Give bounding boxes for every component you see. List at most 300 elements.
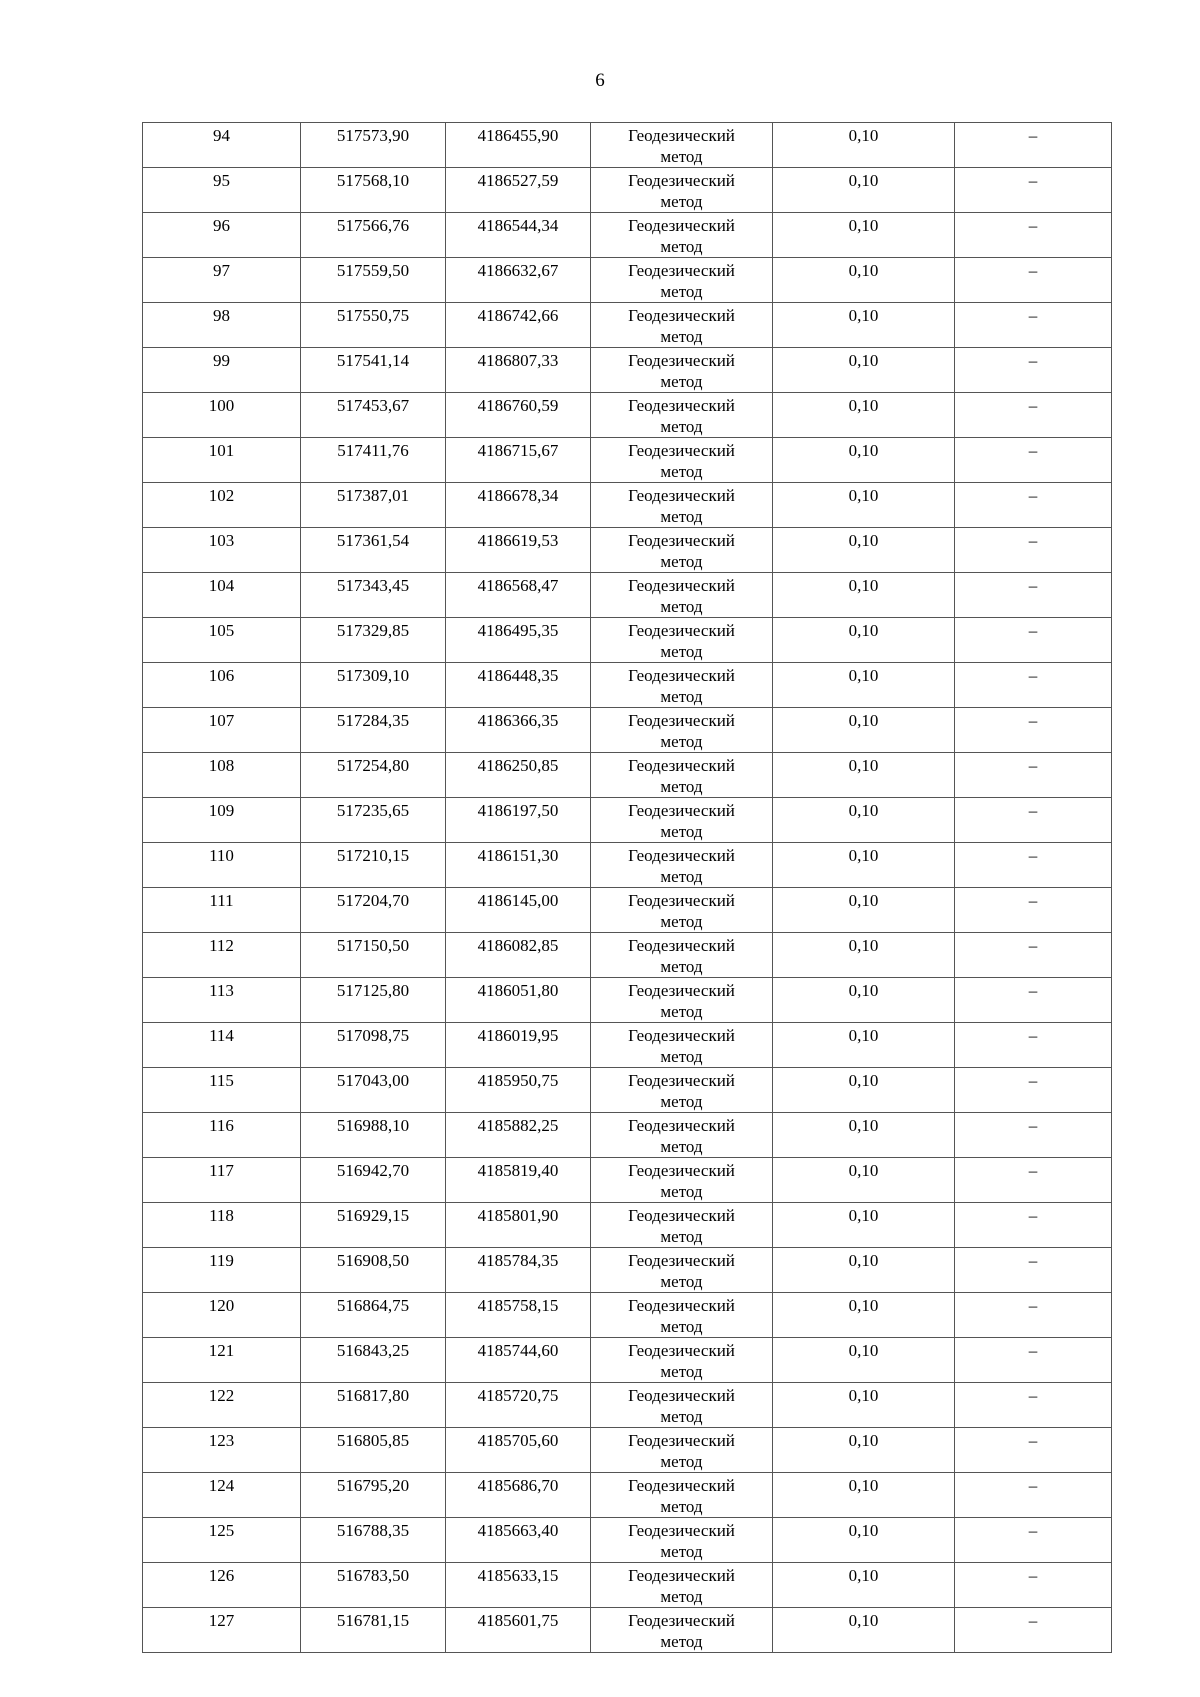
method-cell xyxy=(591,978,773,1023)
point-number-cell: 111 xyxy=(143,888,301,933)
method-cell xyxy=(591,348,773,393)
x-coordinate-cell: 517541,14 xyxy=(301,348,446,393)
method-line: метод xyxy=(660,1452,703,1471)
method-line: Геодезический xyxy=(628,216,735,235)
y-coordinate-cell: 4185882,25 xyxy=(446,1113,591,1158)
method-cell xyxy=(591,393,773,438)
accuracy-cell: 0,10 xyxy=(773,798,955,843)
accuracy-cell: 0,10 xyxy=(773,978,955,1023)
x-coordinate-cell: 516942,70 xyxy=(301,1158,446,1203)
accuracy-cell: 0,10 xyxy=(773,1068,955,1113)
accuracy-cell: 0,10 xyxy=(773,123,955,168)
point-number-cell: 100 xyxy=(143,393,301,438)
description-cell: – xyxy=(955,753,1112,798)
method-line: метод xyxy=(660,1182,703,1201)
description-cell: – xyxy=(955,708,1112,753)
point-number-cell: 115 xyxy=(143,1068,301,1113)
method-cell xyxy=(591,1518,773,1563)
y-coordinate-cell: 4185663,40 xyxy=(446,1518,591,1563)
table-row xyxy=(143,798,1112,843)
method-cell xyxy=(591,798,773,843)
y-coordinate-cell: 4185801,90 xyxy=(446,1203,591,1248)
x-coordinate-cell: 517125,80 xyxy=(301,978,446,1023)
description-cell: – xyxy=(955,573,1112,618)
method-cell xyxy=(591,123,773,168)
point-number-cell: 109 xyxy=(143,798,301,843)
y-coordinate-cell: 4185601,75 xyxy=(446,1608,591,1653)
accuracy-cell: 0,10 xyxy=(773,618,955,663)
method-line: метод xyxy=(660,1002,703,1021)
x-coordinate-cell: 516864,75 xyxy=(301,1293,446,1338)
method-line: метод xyxy=(660,642,703,661)
method-line: метод xyxy=(660,372,703,391)
method-line: метод xyxy=(660,327,703,346)
method-line: Геодезический xyxy=(628,261,735,280)
method-line: метод xyxy=(660,1272,703,1291)
method-line: Геодезический xyxy=(628,486,735,505)
description-cell: – xyxy=(955,393,1112,438)
table-row xyxy=(143,303,1112,348)
table-row xyxy=(143,168,1112,213)
point-number-cell: 116 xyxy=(143,1113,301,1158)
method-cell xyxy=(591,1563,773,1608)
x-coordinate-cell: 517254,80 xyxy=(301,753,446,798)
point-number-cell: 113 xyxy=(143,978,301,1023)
point-number-cell: 102 xyxy=(143,483,301,528)
x-coordinate-cell: 516795,20 xyxy=(301,1473,446,1518)
x-coordinate-cell: 517204,70 xyxy=(301,888,446,933)
y-coordinate-cell: 4185758,15 xyxy=(446,1293,591,1338)
accuracy-cell: 0,10 xyxy=(773,1563,955,1608)
method-line: метод xyxy=(660,867,703,886)
description-cell: – xyxy=(955,168,1112,213)
method-line: Геодезический xyxy=(628,1476,735,1495)
method-line: метод xyxy=(660,417,703,436)
point-number-cell: 121 xyxy=(143,1338,301,1383)
description-cell: – xyxy=(955,1383,1112,1428)
method-cell xyxy=(591,618,773,663)
description-cell: – xyxy=(955,213,1112,258)
method-line: Геодезический xyxy=(628,531,735,550)
accuracy-cell: 0,10 xyxy=(773,1158,955,1203)
x-coordinate-cell: 517235,65 xyxy=(301,798,446,843)
table-row xyxy=(143,348,1112,393)
x-coordinate-cell: 517568,10 xyxy=(301,168,446,213)
y-coordinate-cell: 4186527,59 xyxy=(446,168,591,213)
table-row xyxy=(143,933,1112,978)
method-line: Геодезический xyxy=(628,666,735,685)
description-cell: – xyxy=(955,1473,1112,1518)
method-cell xyxy=(591,528,773,573)
method-cell xyxy=(591,1158,773,1203)
y-coordinate-cell: 4186145,00 xyxy=(446,888,591,933)
coordinates-table xyxy=(142,122,1112,1653)
y-coordinate-cell: 4186760,59 xyxy=(446,393,591,438)
description-cell: – xyxy=(955,528,1112,573)
x-coordinate-cell: 517550,75 xyxy=(301,303,446,348)
point-number-cell: 108 xyxy=(143,753,301,798)
y-coordinate-cell: 4186544,34 xyxy=(446,213,591,258)
page-number: 6 xyxy=(595,70,605,91)
method-line: метод xyxy=(660,597,703,616)
y-coordinate-cell: 4185819,40 xyxy=(446,1158,591,1203)
description-cell: – xyxy=(955,1293,1112,1338)
description-cell: – xyxy=(955,663,1112,708)
method-cell xyxy=(591,573,773,618)
accuracy-cell: 0,10 xyxy=(773,1338,955,1383)
method-line: метод xyxy=(660,912,703,931)
point-number-cell: 112 xyxy=(143,933,301,978)
table-row xyxy=(143,1518,1112,1563)
method-cell xyxy=(591,1248,773,1293)
x-coordinate-cell: 517453,67 xyxy=(301,393,446,438)
x-coordinate-cell: 516817,80 xyxy=(301,1383,446,1428)
method-cell xyxy=(591,1113,773,1158)
method-cell xyxy=(591,213,773,258)
table-row xyxy=(143,978,1112,1023)
table-row xyxy=(143,1023,1112,1068)
table-row xyxy=(143,1158,1112,1203)
y-coordinate-cell: 4186019,95 xyxy=(446,1023,591,1068)
y-coordinate-cell: 4186455,90 xyxy=(446,123,591,168)
accuracy-cell: 0,10 xyxy=(773,933,955,978)
y-coordinate-cell: 4186715,67 xyxy=(446,438,591,483)
method-line: метод xyxy=(660,552,703,571)
accuracy-cell: 0,10 xyxy=(773,1023,955,1068)
description-cell: – xyxy=(955,978,1112,1023)
point-number-cell: 96 xyxy=(143,213,301,258)
table-row xyxy=(143,843,1112,888)
y-coordinate-cell: 4186082,85 xyxy=(446,933,591,978)
method-cell xyxy=(591,438,773,483)
description-cell: – xyxy=(955,933,1112,978)
y-coordinate-cell: 4186197,50 xyxy=(446,798,591,843)
method-line: метод xyxy=(660,1407,703,1426)
accuracy-cell: 0,10 xyxy=(773,528,955,573)
method-line: метод xyxy=(660,1137,703,1156)
x-coordinate-cell: 516988,10 xyxy=(301,1113,446,1158)
method-cell xyxy=(591,843,773,888)
description-cell: – xyxy=(955,798,1112,843)
point-number-cell: 114 xyxy=(143,1023,301,1068)
accuracy-cell: 0,10 xyxy=(773,213,955,258)
x-coordinate-cell: 517573,90 xyxy=(301,123,446,168)
description-cell: – xyxy=(955,1518,1112,1563)
table-row xyxy=(143,1113,1112,1158)
point-number-cell: 120 xyxy=(143,1293,301,1338)
method-line: Геодезический xyxy=(628,1611,735,1630)
description-cell: – xyxy=(955,1203,1112,1248)
accuracy-cell: 0,10 xyxy=(773,1248,955,1293)
accuracy-cell: 0,10 xyxy=(773,708,955,753)
method-line: метод xyxy=(660,1362,703,1381)
point-number-cell: 117 xyxy=(143,1158,301,1203)
y-coordinate-cell: 4185633,15 xyxy=(446,1563,591,1608)
table-row xyxy=(143,753,1112,798)
x-coordinate-cell: 516783,50 xyxy=(301,1563,446,1608)
x-coordinate-cell: 517210,15 xyxy=(301,843,446,888)
point-number-cell: 118 xyxy=(143,1203,301,1248)
method-cell xyxy=(591,1338,773,1383)
method-cell xyxy=(591,1608,773,1653)
method-line: Геодезический xyxy=(628,981,735,1000)
point-number-cell: 99 xyxy=(143,348,301,393)
table-row xyxy=(143,528,1112,573)
method-cell xyxy=(591,1473,773,1518)
method-line: Геодезический xyxy=(628,1071,735,1090)
table-row xyxy=(143,213,1112,258)
method-line: Геодезический xyxy=(628,441,735,460)
y-coordinate-cell: 4186807,33 xyxy=(446,348,591,393)
point-number-cell: 122 xyxy=(143,1383,301,1428)
accuracy-cell: 0,10 xyxy=(773,1473,955,1518)
method-line: Геодезический xyxy=(628,351,735,370)
table-row xyxy=(143,393,1112,438)
accuracy-cell: 0,10 xyxy=(773,1203,955,1248)
x-coordinate-cell: 517343,45 xyxy=(301,573,446,618)
description-cell: – xyxy=(955,1563,1112,1608)
point-number-cell: 110 xyxy=(143,843,301,888)
method-cell xyxy=(591,168,773,213)
method-line: Геодезический xyxy=(628,396,735,415)
accuracy-cell: 0,10 xyxy=(773,1383,955,1428)
method-cell xyxy=(591,303,773,348)
method-line: метод xyxy=(660,1587,703,1606)
point-number-cell: 101 xyxy=(143,438,301,483)
y-coordinate-cell: 4185744,60 xyxy=(446,1338,591,1383)
point-number-cell: 124 xyxy=(143,1473,301,1518)
accuracy-cell: 0,10 xyxy=(773,1608,955,1653)
point-number-cell: 125 xyxy=(143,1518,301,1563)
method-line: Геодезический xyxy=(628,1206,735,1225)
table-row xyxy=(143,483,1112,528)
accuracy-cell: 0,10 xyxy=(773,1113,955,1158)
point-number-cell: 127 xyxy=(143,1608,301,1653)
method-line: Геодезический xyxy=(628,621,735,640)
method-cell xyxy=(591,1293,773,1338)
table-row xyxy=(143,1293,1112,1338)
table-row xyxy=(143,1383,1112,1428)
table-row xyxy=(143,888,1112,933)
method-cell xyxy=(591,1383,773,1428)
y-coordinate-cell: 4185705,60 xyxy=(446,1428,591,1473)
method-line: Геодезический xyxy=(628,1161,735,1180)
method-line: метод xyxy=(660,192,703,211)
description-cell: – xyxy=(955,1608,1112,1653)
method-line: метод xyxy=(660,777,703,796)
table-row xyxy=(143,1428,1112,1473)
description-cell: – xyxy=(955,123,1112,168)
table-row xyxy=(143,1248,1112,1293)
table-row xyxy=(143,1563,1112,1608)
method-line: метод xyxy=(660,1092,703,1111)
method-line: метод xyxy=(660,1542,703,1561)
method-line: Геодезический xyxy=(628,1341,735,1360)
y-coordinate-cell: 4186366,35 xyxy=(446,708,591,753)
description-cell: – xyxy=(955,1428,1112,1473)
method-line: Геодезический xyxy=(628,936,735,955)
method-line: Геодезический xyxy=(628,1521,735,1540)
method-line: метод xyxy=(660,147,703,166)
description-cell: – xyxy=(955,888,1112,933)
accuracy-cell: 0,10 xyxy=(773,888,955,933)
method-cell xyxy=(591,1023,773,1068)
method-line: метод xyxy=(660,1047,703,1066)
x-coordinate-cell: 516788,35 xyxy=(301,1518,446,1563)
point-number-cell: 97 xyxy=(143,258,301,303)
method-line: Геодезический xyxy=(628,1026,735,1045)
y-coordinate-cell: 4185784,35 xyxy=(446,1248,591,1293)
x-coordinate-cell: 517284,35 xyxy=(301,708,446,753)
method-cell xyxy=(591,1068,773,1113)
method-cell xyxy=(591,1203,773,1248)
accuracy-cell: 0,10 xyxy=(773,1518,955,1563)
point-number-cell: 103 xyxy=(143,528,301,573)
point-number-cell: 95 xyxy=(143,168,301,213)
x-coordinate-cell: 516843,25 xyxy=(301,1338,446,1383)
method-cell xyxy=(591,663,773,708)
description-cell: – xyxy=(955,1158,1112,1203)
point-number-cell: 104 xyxy=(143,573,301,618)
method-line: Геодезический xyxy=(628,171,735,190)
description-cell: – xyxy=(955,1248,1112,1293)
x-coordinate-cell: 516908,50 xyxy=(301,1248,446,1293)
x-coordinate-cell: 517387,01 xyxy=(301,483,446,528)
method-line: Геодезический xyxy=(628,306,735,325)
table-row xyxy=(143,1608,1112,1653)
x-coordinate-cell: 517559,50 xyxy=(301,258,446,303)
x-coordinate-cell: 517411,76 xyxy=(301,438,446,483)
table-row xyxy=(143,663,1112,708)
x-coordinate-cell: 516929,15 xyxy=(301,1203,446,1248)
accuracy-cell: 0,10 xyxy=(773,663,955,708)
y-coordinate-cell: 4186448,35 xyxy=(446,663,591,708)
method-line: Геодезический xyxy=(628,1251,735,1270)
method-line: метод xyxy=(660,1497,703,1516)
method-line: метод xyxy=(660,282,703,301)
y-coordinate-cell: 4185950,75 xyxy=(446,1068,591,1113)
method-cell xyxy=(591,888,773,933)
x-coordinate-cell: 517043,00 xyxy=(301,1068,446,1113)
point-number-cell: 105 xyxy=(143,618,301,663)
method-line: Геодезический xyxy=(628,891,735,910)
point-number-cell: 94 xyxy=(143,123,301,168)
description-cell: – xyxy=(955,303,1112,348)
description-cell: – xyxy=(955,1113,1112,1158)
method-cell xyxy=(591,258,773,303)
method-line: метод xyxy=(660,507,703,526)
coordinates-table-body xyxy=(143,123,1112,1653)
table-row xyxy=(143,258,1112,303)
description-cell: – xyxy=(955,438,1112,483)
x-coordinate-cell: 517566,76 xyxy=(301,213,446,258)
method-line: метод xyxy=(660,1317,703,1336)
accuracy-cell: 0,10 xyxy=(773,168,955,213)
method-cell xyxy=(591,708,773,753)
table-row xyxy=(143,123,1112,168)
description-cell: – xyxy=(955,483,1112,528)
point-number-cell: 126 xyxy=(143,1563,301,1608)
method-line: Геодезический xyxy=(628,846,735,865)
method-line: метод xyxy=(660,1632,703,1651)
method-line: Геодезический xyxy=(628,711,735,730)
method-cell xyxy=(591,753,773,798)
accuracy-cell: 0,10 xyxy=(773,1293,955,1338)
y-coordinate-cell: 4185720,75 xyxy=(446,1383,591,1428)
y-coordinate-cell: 4186250,85 xyxy=(446,753,591,798)
accuracy-cell: 0,10 xyxy=(773,438,955,483)
x-coordinate-cell: 516805,85 xyxy=(301,1428,446,1473)
y-coordinate-cell: 4186632,67 xyxy=(446,258,591,303)
method-line: Геодезический xyxy=(628,1431,735,1450)
y-coordinate-cell: 4186678,34 xyxy=(446,483,591,528)
accuracy-cell: 0,10 xyxy=(773,303,955,348)
method-line: Геодезический xyxy=(628,756,735,775)
y-coordinate-cell: 4186619,53 xyxy=(446,528,591,573)
accuracy-cell: 0,10 xyxy=(773,348,955,393)
description-cell: – xyxy=(955,1068,1112,1113)
accuracy-cell: 0,10 xyxy=(773,843,955,888)
method-line: Геодезический xyxy=(628,801,735,820)
accuracy-cell: 0,10 xyxy=(773,483,955,528)
table-row xyxy=(143,618,1112,663)
method-line: метод xyxy=(660,237,703,256)
description-cell: – xyxy=(955,348,1112,393)
method-line: Геодезический xyxy=(628,1386,735,1405)
point-number-cell: 98 xyxy=(143,303,301,348)
y-coordinate-cell: 4186568,47 xyxy=(446,573,591,618)
x-coordinate-cell: 516781,15 xyxy=(301,1608,446,1653)
method-cell xyxy=(591,1428,773,1473)
accuracy-cell: 0,10 xyxy=(773,393,955,438)
table-row xyxy=(143,1203,1112,1248)
method-cell xyxy=(591,933,773,978)
description-cell: – xyxy=(955,1023,1112,1068)
y-coordinate-cell: 4186495,35 xyxy=(446,618,591,663)
point-number-cell: 119 xyxy=(143,1248,301,1293)
x-coordinate-cell: 517098,75 xyxy=(301,1023,446,1068)
description-cell: – xyxy=(955,843,1112,888)
table-row xyxy=(143,1338,1112,1383)
method-line: метод xyxy=(660,1227,703,1246)
method-line: Геодезический xyxy=(628,1116,735,1135)
point-number-cell: 123 xyxy=(143,1428,301,1473)
y-coordinate-cell: 4185686,70 xyxy=(446,1473,591,1518)
description-cell: – xyxy=(955,258,1112,303)
table-row xyxy=(143,1473,1112,1518)
table-row xyxy=(143,573,1112,618)
table-row xyxy=(143,708,1112,753)
method-line: Геодезический xyxy=(628,576,735,595)
table-row xyxy=(143,1068,1112,1113)
method-line: Геодезический xyxy=(628,1566,735,1585)
accuracy-cell: 0,10 xyxy=(773,258,955,303)
method-line: метод xyxy=(660,822,703,841)
point-number-cell: 106 xyxy=(143,663,301,708)
accuracy-cell: 0,10 xyxy=(773,573,955,618)
method-line: метод xyxy=(660,732,703,751)
method-line: метод xyxy=(660,687,703,706)
y-coordinate-cell: 4186151,30 xyxy=(446,843,591,888)
y-coordinate-cell: 4186051,80 xyxy=(446,978,591,1023)
x-coordinate-cell: 517329,85 xyxy=(301,618,446,663)
method-line: Геодезический xyxy=(628,126,735,145)
description-cell: – xyxy=(955,1338,1112,1383)
method-line: Геодезический xyxy=(628,1296,735,1315)
accuracy-cell: 0,10 xyxy=(773,1428,955,1473)
method-line: метод xyxy=(660,957,703,976)
x-coordinate-cell: 517309,10 xyxy=(301,663,446,708)
